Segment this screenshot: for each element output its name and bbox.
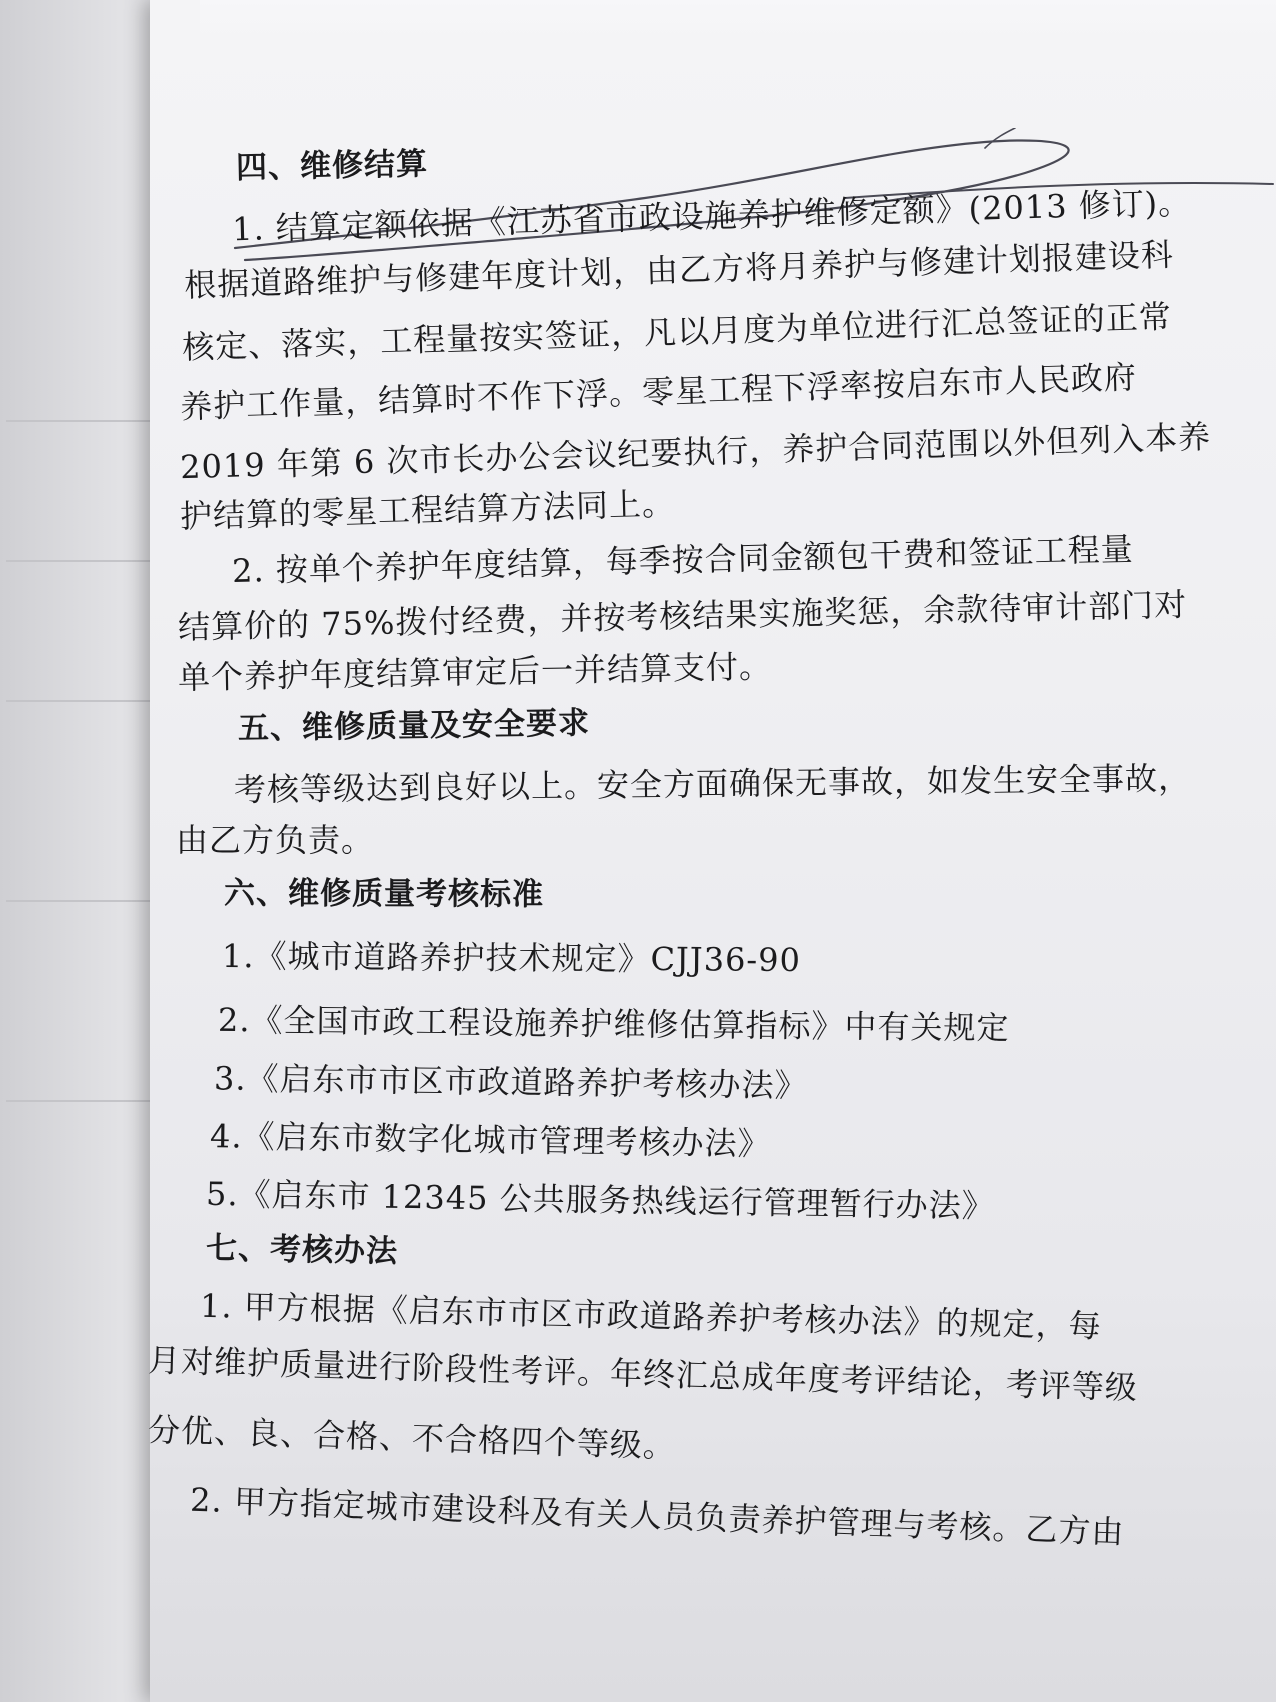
- paragraph-line: 结算价的 75%拨付经费，并按考核结果实施奖惩，余款待审计部门对: [177, 585, 1188, 647]
- paragraph-line: 考核等级达到良好以上。安全方面确保无事故，如发生安全事故，: [233, 759, 1192, 809]
- paragraph-line: 核定、落实，工程量按实签证，凡以月度为单位进行汇总签证的正常: [181, 297, 1173, 367]
- ghost-line: [6, 560, 156, 562]
- paragraph-line: 2. 按单个养护年度结算，每季按合同金额包干费和签证工程量: [231, 529, 1135, 591]
- paragraph-line: 1. 结算定额依据《江苏省市政设施养护维修定额》(2013 修订)。: [231, 183, 1192, 249]
- ghost-line: [6, 420, 156, 422]
- paragraph-line: 护结算的零星工程结算方法同上。: [179, 484, 676, 536]
- paragraph-line: 单个养护年度结算审定后一并结算支付。: [177, 647, 773, 697]
- paragraph-line: 2019 年第 6 次市长办公会议纪要执行，养护合同范围以外但列入本养: [179, 417, 1212, 487]
- section-heading: 六、维修质量考核标准: [223, 875, 545, 913]
- ghost-line: [6, 1100, 156, 1102]
- paragraph-line: 2. 甲方指定城市建设科及有关人员负责养护管理与考核。乙方由: [189, 1480, 1126, 1552]
- paragraph-line: 根据道路维护与修建年度计划，由乙方将月养护与修建计划报建设科: [183, 235, 1175, 305]
- list-item: 3.《启东市市区市政道路养护考核办法》: [213, 1059, 808, 1105]
- list-item: 4.《启东市数字化城市管理考核办法》: [209, 1117, 771, 1163]
- sheet-top-edge: [200, 0, 1276, 40]
- paragraph-line: 由乙方负责。: [176, 821, 375, 859]
- section-heading: 七、考核办法: [205, 1230, 399, 1270]
- section-heading: 五、维修质量及安全要求: [237, 705, 591, 747]
- list-item: 1.《城市道路养护技术规定》CJJ36-90: [221, 936, 802, 980]
- ghost-line: [6, 900, 156, 902]
- paragraph-line: 分优、良、合格、不合格四个等级。: [147, 1410, 677, 1466]
- paragraph-line: 养护工作量，结算时不作下浮。零星工程下浮率按启东市人民政府: [179, 357, 1138, 427]
- section-heading: 四、维修结算: [235, 145, 429, 187]
- paragraph-line: 月对维护质量进行阶段性考评。年终汇总成年度考评结论，考评等级: [147, 1341, 1139, 1407]
- list-item: 5.《启东市 12345 公共服务热线运行管理暂行办法》: [205, 1174, 995, 1226]
- paragraph-line: 1. 甲方根据《启东市市区市政道路养护考核办法》的规定，每: [199, 1286, 1103, 1346]
- ghost-line: [6, 700, 156, 702]
- list-item: 2.《全国市政工程设施养护维修估算指标》中有关规定: [217, 1000, 1010, 1048]
